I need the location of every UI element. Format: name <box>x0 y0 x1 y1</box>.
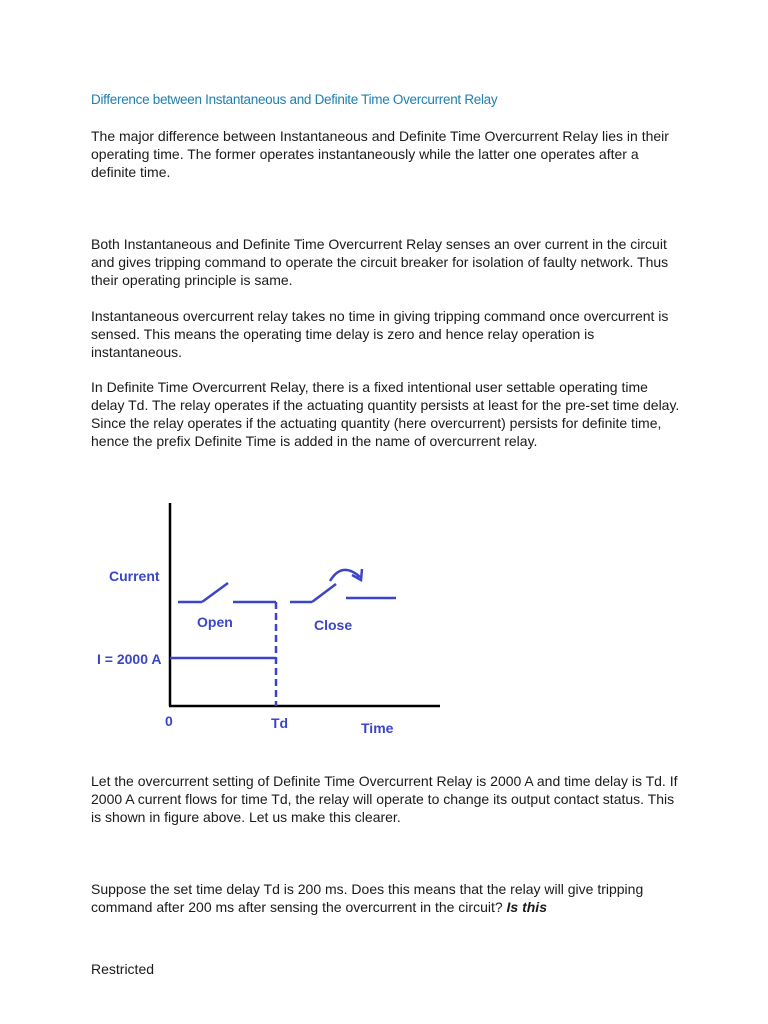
paragraph-definite-time: In Definite Time Overcurrent Relay, there is a fixed intentional user settable operating time delay Td. The relay operates if the actuating quantity persists at least for the pre-set time delay. Since the relay operates if the actuating quantity (here overcurrent) persists for definite time, hence the prefix Definite Time is added in the name of overcurrent relay. <box>91 379 680 449</box>
td-label: Td <box>271 715 289 731</box>
paragraph-setting: Let the overcurrent setting of Definite Time Overcurrent Relay is 2000 A and time delay is Td. If 2000 A current flows for time Td, the relay will operate to change its output contact status. This is shown in figure above. Let us make this clearer. <box>91 773 678 825</box>
paragraph-principle: Both Instantaneous and Definite Time Overcurrent Relay senses an over current in the circuit and gives tripping command to operate the circuit breaker for isolation of faulty network. Thus their operating principle is same. <box>91 236 669 288</box>
paragraph-instantaneous: Instantaneous overcurrent relay takes no time in giving tripping command once overcurrent is sensed. This means the operating time delay is zero and hence relay operation is instantaneous. <box>91 308 669 360</box>
paragraph-intro: The major difference between Instantaneous and Definite Time Overcurrent Relay lies in their operating time. The former operates instantaneously while the latter one operates after a definite time. <box>91 128 669 180</box>
open-contact-symbol <box>178 583 276 602</box>
origin-label: 0 <box>165 713 173 729</box>
threshold-label: I = 2000 A <box>97 651 162 667</box>
curved-arrow-icon <box>330 569 362 581</box>
question-text: Suppose the set time delay Td is 200 ms. Does this means that the relay will give tripping command after 200 ms after sensing the overcurrent in the circuit? <box>91 881 644 915</box>
close-label: Close <box>314 617 353 633</box>
y-axis-label: Current <box>109 568 160 584</box>
paragraph-question <box>91 880 681 916</box>
open-label: Open <box>197 614 233 630</box>
relay-timing-figure <box>90 495 450 745</box>
close-contact-symbol <box>290 584 396 602</box>
emphasis-text: Is this <box>506 899 547 915</box>
classification-footer: Restricted <box>91 961 155 977</box>
x-axis-label: Time <box>361 720 394 736</box>
page-title: Difference between Instantaneous and Definite Time Overcurrent Relay <box>91 92 498 107</box>
